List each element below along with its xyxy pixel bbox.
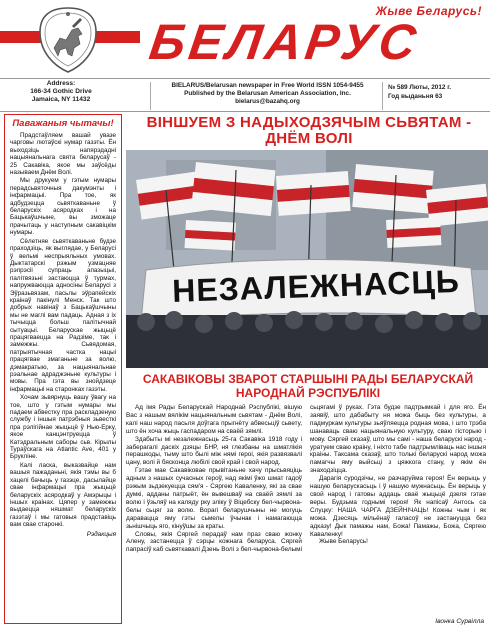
issue-block bbox=[388, 84, 486, 101]
slogan: Жыве Беларусь! bbox=[375, 4, 482, 18]
editorial-heading: Паважаныя чытачы! bbox=[12, 118, 114, 129]
article-paragraph: Словы, якія Сяргей перадаў нам праз сваю жонку Алену, застанецца ў сэрцы кожнага беларуса. Сяргей папрасіў каб сьвяткавалі Дзень Волі з бел-чырвона-белымі сьцягамі ў руках. Гэта будзе падтрымкай і для яго. Ён заявіў, што дабабыту ня можа быць без культуры, а падмуркам культуры зьяўляецца родная мова, і што трэба шанаваць сваю нацыянальную культуру, сваю гісторыю і мову. Сяргей сказаў, што мы самі - наша беларускі народ - уратуем сваю краіну, і ніхто табе падтрымліваць нас іншыя краіны. Таксама сказаў, што толькі беларускі народ можа памагчы яму выйсьці з цяжкога стану, у якім ён знаходзіцца. bbox=[126, 404, 486, 554]
editorial-column bbox=[4, 114, 122, 624]
article-body bbox=[126, 404, 486, 616]
article-headline: САКАВІКОВЫ ЗВАРОТ СТАРШЫНІ РАДЫ БЕЛАРУСКАЙ НАРОДНАЙ РЭСПУБЛІКІ bbox=[142, 372, 474, 400]
divider bbox=[150, 82, 151, 110]
address-block bbox=[6, 80, 116, 104]
editorial-paragraph: Сёлетняе сьвяткаваньне будзе праходзіць, як выглядае, у Беларусі ў вельмі неспрыяльных умовах. Дыктатарскі рэжым узмацняе рэпрэсіі супраць апазыцыі, палітвязьні застаюцца ў турмах, напружваюцца адносіны Беларусі з Эўразьвязам, пасьлы эўрапейскіх краінаў пакінулі Менск. Так што добрых навінаў з Бацькаўшчыны мы не маглі вам падаць. Адная з іх тычыцца больш палітычнай сытуацыі. Беларускае жыцьцё працягваецца на Радзіме, так і замежжы. Сьвядомая, патрыятычная частка нацыі працягвае змаганьне за волю, дэмакратыю, за нацыянальнае рэальнае адраджэньне культуры і мовы. Пра гэта вы знойдзеце інфармацыі на старонках газэты. bbox=[10, 237, 116, 393]
article-paragraph: Дарагія суродзічы, не разчаруйма героя! Ён верыць у нашую беларускасьць і ў нашую мужнасьць. Ён верыць у свой народ і гатовы аддаць сваё жыцьцё дзеля гэтае веры. Будзьма годнымі героя! Як напісаў Антось са Слуцку: НАША ЧАРГА ДЗЕЙНІЧАЦЬ! Кожны чым і як можа. Дзесяць мільёнаў галасоў не застануцца без адказу! Дык памажы нам, Божа! Памажы, Божа, Сяргею Каваленку! bbox=[310, 475, 486, 538]
article-paragraph: Ад імя Рады Беларускай Народнай Рэспублікі, вішую Вас з нашым вялікім нацыянальным сьвятам - Днём Волі, калі наш народ пасьля доўгага прыгнёту абвесьціў сьвету, што ён хоча жыць гаспадаром на сваёй зямлі. bbox=[126, 404, 302, 435]
banner-text: НЕЗАЛЕЖНАСЦЬ bbox=[171, 262, 461, 310]
editorial-signature: Рэдакцыя bbox=[86, 530, 116, 538]
demonstration-photo bbox=[126, 150, 488, 368]
publisher-email[interactable]: bielarus@bazahq.org bbox=[235, 98, 300, 105]
divider bbox=[382, 82, 383, 110]
address-line: Jamaica, NY 11432 bbox=[31, 96, 91, 103]
article-paragraph: Здабыты мі незалежнасьць 25-га Сакавіка 1918 году і заберагалі даскіх дзяцы БНР, ня глезбаны на шматлікія перашкоды, тыму што былі між нямі героі, якія развязвалі цану, волі й бясконца любілі свой край і свой народ. bbox=[126, 435, 302, 467]
issue-number: № 589 Люты, 2012 г. bbox=[388, 84, 452, 91]
newspaper-title: БЕЛАРУС bbox=[146, 14, 424, 70]
photo-illustration bbox=[126, 150, 488, 368]
address-line: Address: bbox=[46, 80, 76, 87]
issue-year: Год выданьня 63 bbox=[388, 92, 443, 100]
editorial-paragraph: Прадстаўляем вашай увазе чарговы лютаўскі нумар газэты. Ён выходзіць напярэдадні нацыянальнага свята беларусаў - 25 Сакавіка, якое мы заўсёды называем Днём Волі. bbox=[10, 132, 116, 177]
publisher-block bbox=[160, 82, 375, 106]
article-paragraph: Гэтае мае Сакавіковае прывітаньне хачу прысьвяціць адным з нашых сучасных героў, над якімі ўжо шмат гадоў рэжым зьдзекуецца сям'я - Сяргею Каваленку, які за свае думкі, адданы патрыёт, ён вывешваў на сваёй зямлі за волю і ўзьляў на каляду рку эліку ў Віцебску бел-чырвона-белы сьцяг за волю. Ворагі беларушчыны не могуць даравацца яму гэты сьмелы ўчынак і намагаюцца зьнішчыць яго, кінуўшы за краты. bbox=[126, 467, 302, 530]
address-line: 166-34 Gothic Drive bbox=[30, 88, 92, 95]
publisher-line: Published by the Belarusan American Association, Inc. bbox=[184, 90, 351, 97]
main-headline: ВІНШУЕМ З НАДЫХОДЗЯЧЫМ СЬВЯТАМ - ДНЁМ ВОЛІ bbox=[146, 114, 472, 147]
article-paragraph: Жыве Беларусь! bbox=[319, 538, 368, 546]
article-author: Івонка Сурвілла bbox=[435, 618, 484, 625]
publisher-line: BIELARUS/Belarusan newspaper in Free World ISSN 1054-9455 bbox=[171, 82, 364, 89]
masthead bbox=[0, 0, 490, 80]
editorial-paragraph: Калі ласка, выказвайце нам вашыя пажаданьні, якія тэмы вы б хацелі бачыць у газэце, дасылайце свае інфармацыі пра жыцьцё беларускіх асяродкаў у Амэрыцы і іншых краінах. Цяпер у замежжы выдаецца няшмат беларускіх газэтаў і мы гатовыя прадставіць вам свае старонкі. bbox=[10, 461, 116, 529]
editorial-paragraph: Мы друкуем у гэтым нумары перадсьвяточныя дакумэнты і інфармацыі. Пра тое, як адбудзецца сьвяткаваньне ў беларускіх асяродках і на Бацькаўшчыне, вы зможаце прачытаць у наступным сакавіцкім нумары. bbox=[10, 177, 116, 237]
editorial-text bbox=[10, 132, 116, 529]
pahonia-emblem-icon bbox=[32, 4, 104, 76]
editorial-paragraph: Хочам зьвярнуць вашу ўвагу на тое, што у гэтым нумары мы падаем абвестку пра раскладзеную службу і іншыя патрэбныя зьвесткі пра рэлігійнае жыцьцё ў Нью-Ерку, якое канцэнтруецца ў Катэдральным саборы сьв. Кірылы Тураўскага на Atlantic Ave, 401 у Брукліне. bbox=[10, 394, 116, 461]
